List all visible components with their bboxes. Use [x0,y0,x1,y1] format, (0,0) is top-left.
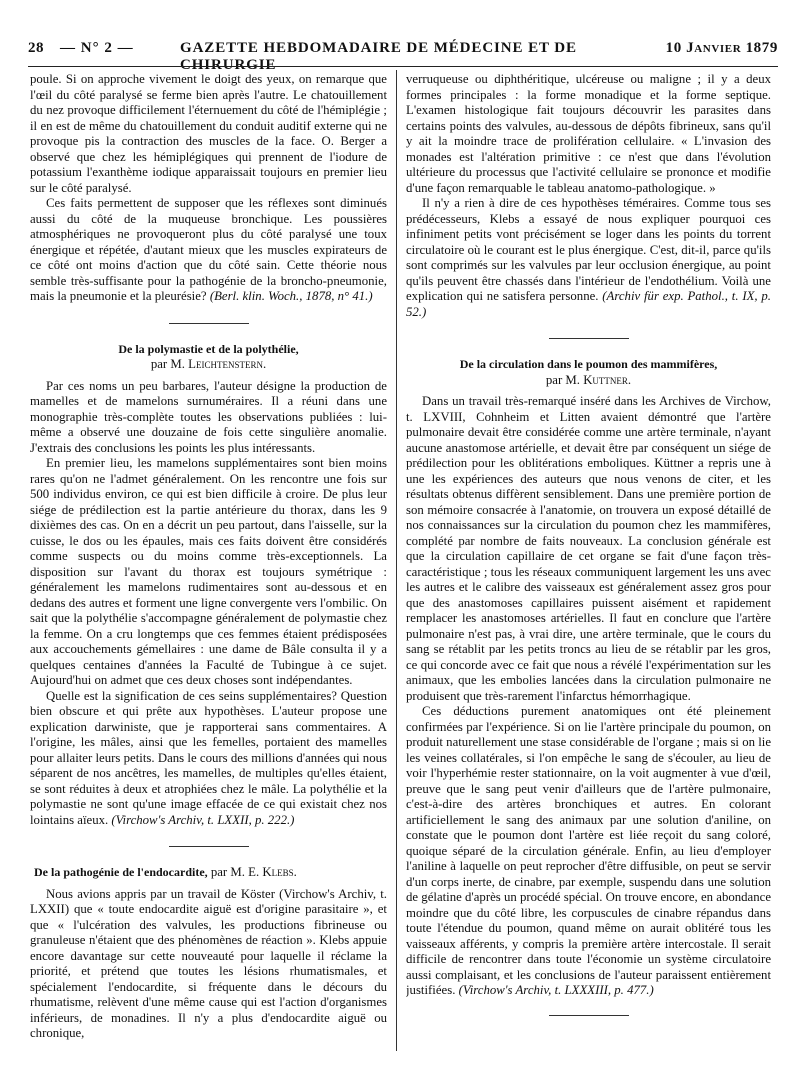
page-header [28,40,778,73]
continued-paragraph: verruqueuse ou diphthéritique, ulcéreuse ou maligne ; il y a deux formes principales : la forme monadique et la forme septique. L'examen histologique fait toujours découvrir les parasites dans certains points des valvules, au-dessous de dépôts fibrineux, sans qu'il y ait la moindre trace de prolifération cellulaire. « L'invasion des monades est l'altération primitive : ce n'est que dans l'évolution ultérieure du processus que l'activité cellulaire se prononce et modifie d'une façon remarquable le tableau anatomo-pathologique. » [406,72,771,195]
continued-paragraph: Ces faits permettent de supposer que les réflexes sont diminués aussi du côté de la muqueuse bronchique. Les poussières atmosphériques ne provoqueront plus du côté paralysé une toux énergique et répétée, d'autant mieux que les muscles expirateurs de ce côté ont moins d'action que du côté sain. Cette théorie nous semble très-suffisante pour la pathogénie de la broncho-pneumonie, mais la pneumonie et la pleurésie? (Berl. klin. Woch., 1878, n° 41.) [30,196,387,303]
body-paragraph: Ces déductions purement anatomiques ont été pleinement confirmées par l'expérience. Si on lie l'artère principale du poumon, on produit naturellement une stase considérable de l'organe ; mais si on lie les veines collatérales, si l'on empêche le sang de s'écouler, au lieu de voir l'hyperhémie rester stationnaire, on la voit augmenter à vue d'œil, preuve que le sang peut venir d'ailleurs que de l'artère pulmonaire, c'est-à-dire des artères bronchiques et autres. En colorant artificiellement le sang des animaux par une solution d'aniline, on constate que le poumon dont l'artère est liée reçoit du sang coloré, quoique séparé de la circulation générale. Enfin, au lieu d'employer l'aniline à laquelle on peut reprocher d'être diffusible, on peut se servir d'un corps inerte, de cinabre, par exemple, suspendu dans une solution de gélatine d'après un procédé spécial. On trouve encore, en abondance moindre que du côté libre, les corpuscules de cinabre répandus dans toute l'étendue du poumon, quand même on aurait oblitéré tous les vaisseaux afférents, y compris la première artère intercostale. Il serait difficile de rencontrer dans toute l'économie un système circulatoire aussi complaisant, et les conclusions de l'auteur paraissent entièrement justifiées. (Virchow's Archiv, t. LXXXIII, p. 477.) [406,704,771,997]
article-author: Leichtenstern. [188,357,267,371]
left-column [30,72,387,1065]
header-rule [28,66,778,67]
body-paragraph: Quelle est la signification de ces seins supplémentaires? Question bien obscure et qui prête aux hypothèses. L'auteur propose une explication darwiniste, que je rapporterai sans commentaires. A l'origine, les mâles, ainsi que les femelles, portaient des mamelles pour allaiter leurs petits. Dans le cours des millions d'années qui nous séparent de nos ancêtres, les mamelles, de multiples qu'elles étaient, se sont réduites à deux et atrophiées chez le mâle. La polythélie et la polymastie ne sont qu'une image effacée de ce qui existait chez nos lointains aïeux. (Virchow's Archiv, t. LXXII, p. 222.) [30,688,387,827]
page-number: 28 [28,40,44,56]
section-separator [169,323,249,324]
right-column [406,72,771,1065]
section-separator [549,338,629,339]
citation: (Archiv für exp. Pathol., t. IX, p. 52.) [406,289,771,319]
citation: (Berl. klin. Woch., 1878, n° 41.) [209,289,373,303]
article-byline: par M. Leichtenstern. [150,357,267,371]
article-title: De la circulation dans le poumon des mammifères, [459,357,718,371]
citation: (Virchow's Archiv, t. LXXXIII, p. 477.) [458,983,654,997]
body-paragraph: Il n'y a rien à dire de ces hypothèses téméraires. Comme tous ses prédécesseurs, Klebs a essayé de nous expliquer pourquoi ces infiniment petits vont précisément se loger dans les points du torrent circulatoire où le courant est le plus énergique. C'est, dit-il, parce qu'ils sont comprimés sur les valvules par leur occlusion énergique, au point qu'ils peuvent être chassés dans l'intérieur de l'endothélium. Voilà une explication qui ne satisfera personne. (Archiv für exp. Pathol., t. IX, p. 52.) [406,196,771,319]
issue-number: — N° 2 — [60,40,134,56]
article-title: De la polymastie et de la polythélie, [118,341,299,356]
journal-title: GAZETTE HEBDOMADAIRE DE MÉDECINE ET DE CHIRURGIE [180,40,577,73]
issue-date: 10 Janvier 1879 [665,40,778,56]
section-separator [169,846,249,847]
article-title: De la pathogénie de l'endocardite, [34,865,208,879]
continued-paragraph: poule. Si on approche vivement le doigt des yeux, on remarque que l'œil du côté paralysé se ferme bien après l'autre. Le chatouillement du nez provoque difficilement l'éternuement du côté de l'hémiplégie ; il en est de même du chatouillement du conduit auditif externe qui ne provoque pis la contraction des muscles de la face. O. Berger a observé que chez les hémiplégiques qui prennent de l'iodure de potassium l'exanthème iodique apparaissait toujours en premier lieu sur le côté paralysé. [30,72,387,195]
body-paragraph: Nous avions appris par un travail de Köster (Virchow's Archiv, t. LXXII) que « toute endocardite aiguë est d'origine parasitaire », et que « l'ulcération des valvules, les productions fibrineuse ou granuleuse n'étaient que des phénomènes de réaction ». Klebs appuie encore davantage sur cette nouveauté pour laquelle il réclame la priorité, et prétend que toutes les lésions rhumatismales, et spécialement l'endocardite, si fréquente dans le décours du rhumatisme, relèvent d'une même cause qui est l'action d'organismes inférieurs, de monadines. Il n'y a plus d'endocardite aiguë ou chronique, [30,886,387,1040]
body-paragraph: Dans un travail très-remarqué inséré dans les Archives de Virchow, t. LXVIII, Cohnheim et Litten avaient démontré que l'artère pulmonaire devait être considérée comme une artère terminale, n'ayant aucune anastomose artérielle, et devait être par conséquent un siége de prédilection pour les oblitérations emboliques. Küttner a repris une à une les expériences des auteurs que nous venons de citer, et les résultats obtenus diffèrent sensiblement. Dans une première portion de son mémoire consacrée à l'anatomie, on trouvera un exposé détaillé de nos connaissances sur la circulation du poumon chez les mammifères, complété par nombre de faits nouveaux. La conclusion générale est que la circulation capillaire de cet organe se fait d'une façon très-caractéristique ; tous les réseaux communiquent largement les uns avec les autres et le calibre des vaisseaux est généralement assez gros pour que des anastomoses capillaires puissent aisément et rapidement remplacer les anastomoses artérielles. Il faut en conclure que l'artère pulmonaire n'est pas, à vrai dire, une artère terminale, que le cours du sang se rétablit par les petits troncs au lieu de se rétablir par les gros, ce qui concorde avec ce fait que nous a révélé l'expérimentation sur les animaux, que les embolies lancées dans la circulation pulmonaire ne produisent que très-rarement l'infarctus hémorrhagique. [406,394,771,703]
article-heading [406,357,771,388]
citation: (Virchow's Archiv, t. LXXII, p. 222.) [111,812,295,827]
article-heading [30,342,387,373]
column-divider [396,70,397,1051]
end-rule [549,1015,629,1016]
article-author: Klebs. [262,865,297,879]
article-heading: De la pathogénie de l'endocardite, par M. E. Klebs. [34,865,297,879]
article-byline: par M. Kuttner. [545,372,632,387]
article-author: Kuttner. [583,372,632,387]
body-paragraph: En premier lieu, les mamelons supplémentaires sont bien moins rares qu'on ne l'admet généralement. On les rencontre une fois sur 500 individus environ, ce qui est bien difficile à croire. De plus leur siége de prédilection est la partie antérieure du thorax, dans les 9 dixièmes des cas. On en a décrit un peu partout, dans l'aisselle, sur la cuisse, le dos ou les épaules, mais ces faits doivent être considérés comme suspects ou du moins comme très-exceptionnels. La disposition sur l'avant du thorax est toujours symétrique : généralement les mamelons rudimentaires sont au-dessous et en dedans des autres et forment une ligne convergente vers l'ombilic. On sait que la polythélie s'accompagne généralement de polymastie chez la femme. On a cru longtemps que ces femmes étaient prédisposées aux accouchements gémellaires : une dame de Bâle consulta il y a quelques centaines d'années la Faculté de Tubingue à ce sujet. Aujourd'hui on admet que ces deux choses sont indépendantes. [30,456,387,687]
body-paragraph: Par ces noms un peu barbares, l'auteur désigne la production de mamelles et de mamelons surnuméraires. Il a réuni dans une monographie très-complète toutes les observations publiées : lui-même a observé une douzaine de fois cette singulière anomalie. J'extrais des conclusions les points les plus intéressants. [30,378,387,455]
